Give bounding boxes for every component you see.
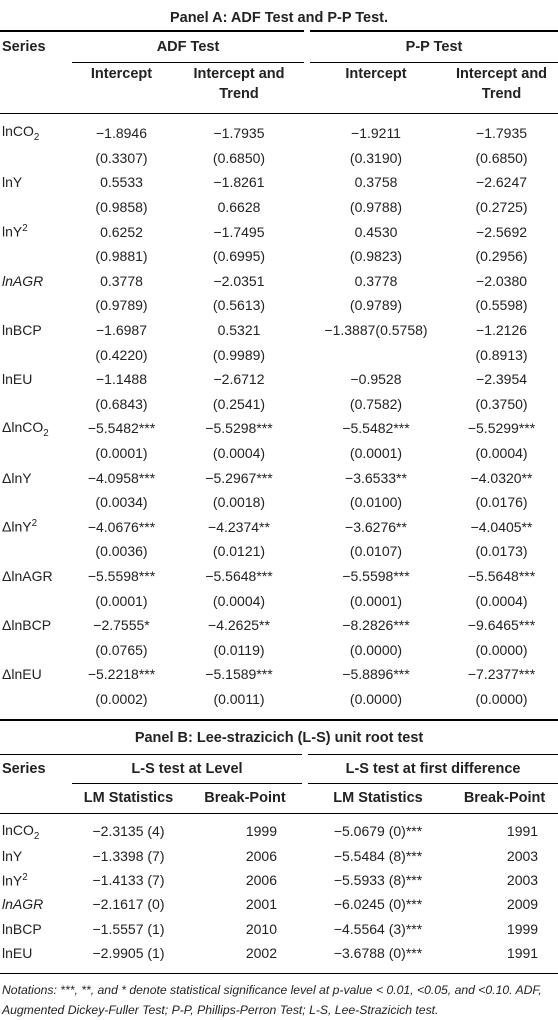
stat-value: 0.4530 bbox=[354, 223, 398, 240]
stat-value: 0.6252 bbox=[100, 223, 143, 240]
stat-value: 2003 bbox=[506, 847, 539, 864]
stat-value: −6.0245 (0)*** bbox=[333, 896, 423, 913]
p-value: (0.0000) bbox=[349, 690, 403, 707]
p-value: (0.7582) bbox=[349, 395, 403, 412]
adf-intercept-trend-header-2: Trend bbox=[171, 86, 307, 113]
table-row bbox=[0, 269, 558, 294]
adf-intercept-trend-header-1: Intercept and bbox=[193, 66, 285, 83]
series-superscript: 2 bbox=[22, 223, 28, 235]
pp-intercept-trend-header-2: Trend bbox=[445, 86, 558, 113]
ls-diff-group-header: L-S test at first difference bbox=[305, 754, 558, 783]
lm-level-header: LM Statistics bbox=[72, 783, 185, 813]
stat-value: −5.2967*** bbox=[205, 469, 273, 486]
p-value: (0.6850) bbox=[212, 149, 266, 166]
p-value: (0.9789) bbox=[349, 297, 403, 314]
p-value: (0.6850) bbox=[475, 149, 528, 166]
panel-a-title: Panel A: ADF Test and P-P Test. bbox=[169, 9, 389, 26]
table-row bbox=[0, 819, 558, 843]
lm-diff-header: LM Statistics bbox=[305, 783, 451, 813]
series-name: lnEU bbox=[2, 944, 33, 961]
table-row-pvalue bbox=[0, 490, 558, 515]
p-value: (0.0000) bbox=[475, 641, 528, 658]
p-value: (0.0011) bbox=[213, 690, 265, 707]
adf-intercept-header: Intercept bbox=[90, 66, 153, 83]
stat-value: 2003 bbox=[506, 871, 539, 888]
adf-group-header: ADF Test bbox=[72, 31, 307, 62]
pp-group-header: P-P Test bbox=[307, 31, 558, 62]
series-subscript: 2 bbox=[43, 427, 49, 439]
stat-value: −1.8946 bbox=[96, 125, 147, 142]
series-name: lnBCP bbox=[2, 920, 42, 937]
p-value: (0.0119) bbox=[213, 641, 265, 658]
series-label bbox=[0, 170, 72, 195]
p-value: (0.0001) bbox=[349, 445, 403, 462]
stat-value: −1.5557 (1) bbox=[92, 920, 165, 937]
stat-value: −1.8261 bbox=[213, 174, 265, 191]
stat-value: −5.5482*** bbox=[342, 420, 410, 437]
stat-value: 2001 bbox=[245, 896, 277, 913]
stat-value: −2.5692 bbox=[476, 223, 528, 240]
panel-b-table bbox=[0, 719, 558, 973]
stat-value: 0.3778 bbox=[354, 272, 398, 289]
series-label bbox=[0, 121, 72, 146]
empty-cell bbox=[0, 342, 72, 367]
series-name: lnY bbox=[2, 224, 23, 240]
series-name: lnBCP bbox=[2, 322, 42, 339]
stat-value: 0.3758 bbox=[354, 174, 398, 191]
empty-cell bbox=[0, 392, 72, 417]
stat-value: 0.3778 bbox=[100, 272, 143, 289]
series-header: Series bbox=[0, 31, 72, 62]
series-name: ΔlnY bbox=[2, 519, 32, 536]
stat-value: −2.1617 (0) bbox=[92, 896, 165, 913]
p-value: (0.0176) bbox=[475, 494, 528, 511]
stat-value: −3.6788 (0)*** bbox=[333, 944, 423, 961]
p-value: (0.4220) bbox=[95, 346, 148, 363]
p-value: (0.9789) bbox=[95, 297, 148, 314]
empty-cell bbox=[0, 637, 72, 662]
p-value: (0.0004) bbox=[475, 592, 528, 609]
stat-value: 2006 bbox=[245, 847, 277, 864]
stat-value: −8.2826*** bbox=[342, 617, 410, 634]
series-name: lnEU bbox=[2, 371, 33, 388]
p-value: (0.0121) bbox=[212, 543, 266, 560]
stat-value: −3.6276** bbox=[345, 518, 407, 535]
p-value: (0.9858) bbox=[95, 199, 148, 216]
series-label bbox=[0, 916, 72, 940]
p-value: (0.0001) bbox=[349, 592, 403, 609]
p-value: (0.0018) bbox=[212, 494, 266, 511]
stat-value: −5.5648*** bbox=[467, 567, 536, 584]
series-label bbox=[0, 941, 72, 965]
series-label bbox=[0, 416, 72, 441]
table-row bbox=[0, 121, 558, 146]
series-name: lnCO bbox=[2, 821, 34, 838]
series-label bbox=[0, 318, 72, 343]
empty-cell bbox=[0, 195, 72, 220]
series-name: lnCO bbox=[2, 123, 34, 140]
series-label bbox=[0, 515, 72, 540]
p-value: (0.5613) bbox=[212, 297, 266, 314]
stat-value: 2009 bbox=[506, 896, 539, 913]
stat-value: −4.0958*** bbox=[87, 469, 156, 486]
stat-value: −5.5598*** bbox=[342, 567, 410, 584]
stat-value: −2.0380 bbox=[476, 272, 528, 289]
stat-value: −4.2374** bbox=[208, 518, 270, 535]
series-header-b: Series bbox=[0, 754, 72, 783]
panel-b-body bbox=[0, 819, 558, 965]
stat-value: 1999 bbox=[506, 920, 539, 937]
series-label bbox=[0, 564, 72, 589]
stat-value: −1.7935 bbox=[476, 125, 528, 142]
stat-value: −1.3398 (7) bbox=[92, 847, 165, 864]
stat-value: −4.0676*** bbox=[87, 518, 156, 535]
series-label bbox=[0, 465, 72, 490]
series-label bbox=[0, 892, 72, 916]
p-value bbox=[307, 342, 445, 367]
stat-value: −2.3954 bbox=[476, 371, 528, 388]
p-value: (0.2725) bbox=[475, 199, 528, 216]
stat-value: −1.1488 bbox=[96, 371, 147, 388]
p-value: (0.5598) bbox=[475, 297, 528, 314]
stat-value: −1.6987 bbox=[96, 322, 147, 339]
p-value: (0.0000) bbox=[475, 690, 528, 707]
panel-a-table bbox=[0, 5, 558, 711]
stat-value: −2.0351 bbox=[213, 272, 265, 289]
table-row bbox=[0, 613, 558, 638]
panel-a-body bbox=[0, 121, 558, 711]
p-value: (0.9989) bbox=[212, 346, 266, 363]
stat-value: −5.8896*** bbox=[342, 666, 410, 683]
stat-value: −7.2377*** bbox=[467, 666, 536, 683]
series-name: lnY bbox=[2, 174, 23, 191]
empty-cell bbox=[0, 490, 72, 515]
table-row bbox=[0, 868, 558, 892]
series-name: ΔlnBCP bbox=[2, 617, 52, 634]
table-row bbox=[0, 564, 558, 589]
ls-level-group-header: L-S test at Level bbox=[72, 754, 305, 783]
series-name: ΔlnAGR bbox=[2, 567, 53, 584]
series-label bbox=[0, 613, 72, 638]
p-value: (0.0001) bbox=[95, 445, 148, 462]
table-row-pvalue bbox=[0, 441, 558, 466]
p-value: (0.0100) bbox=[349, 494, 403, 511]
table-row bbox=[0, 844, 558, 868]
p-value: (0.0034) bbox=[95, 494, 148, 511]
series-label bbox=[0, 844, 72, 868]
table-row-pvalue bbox=[0, 637, 558, 662]
stat-value: −4.2625** bbox=[208, 617, 270, 634]
stat-value: −2.9905 (1) bbox=[92, 944, 165, 961]
table-row-pvalue bbox=[0, 342, 558, 367]
table-row bbox=[0, 662, 558, 687]
table-row bbox=[0, 515, 558, 540]
stat-value: 1991 bbox=[506, 823, 539, 840]
stat-value: 2006 bbox=[245, 871, 277, 888]
stat-value: −2.7555* bbox=[93, 617, 150, 634]
bp-level-header: Break-Point bbox=[185, 783, 305, 813]
table-row bbox=[0, 367, 558, 392]
stat-value: −4.5564 (3)*** bbox=[333, 920, 423, 937]
empty-cell bbox=[0, 244, 72, 269]
p-value: (0.3750) bbox=[475, 395, 528, 412]
stat-value: −9.6465*** bbox=[467, 617, 536, 634]
series-name: ΔlnY bbox=[2, 469, 32, 486]
stat-value: −2.6247 bbox=[476, 174, 528, 191]
p-value: (0.6843) bbox=[95, 395, 148, 412]
table-row bbox=[0, 318, 558, 343]
table-row-pvalue bbox=[0, 244, 558, 269]
p-value: (0.0765) bbox=[95, 641, 148, 658]
stat-value: −3.6533** bbox=[345, 469, 407, 486]
p-value: (0.9823) bbox=[349, 248, 403, 265]
empty-cell bbox=[0, 588, 72, 613]
empty-cell bbox=[0, 687, 72, 712]
stat-value: −1.3887(0.5758) bbox=[324, 322, 428, 339]
series-label bbox=[0, 219, 72, 244]
p-value: 0.6628 bbox=[217, 199, 261, 216]
series-name: lnY bbox=[2, 847, 23, 864]
stat-value: 0.5321 bbox=[217, 322, 261, 339]
p-value: (0.2541) bbox=[212, 395, 266, 412]
series-name: lnAGR bbox=[2, 896, 44, 913]
p-value: (0.3307) bbox=[95, 149, 148, 166]
stat-value: −1.7935 bbox=[213, 125, 265, 142]
table-row bbox=[0, 941, 558, 965]
bp-diff-header: Break-Point bbox=[451, 783, 558, 813]
series-superscript: 2 bbox=[31, 518, 38, 530]
stat-value: −5.5484 (8)*** bbox=[333, 847, 423, 864]
p-value: (0.3190) bbox=[349, 149, 403, 166]
panel-b-title: Panel B: Lee-strazicich (L-S) unit root test bbox=[0, 720, 558, 754]
p-value: (0.0002) bbox=[95, 690, 148, 707]
empty-cell bbox=[0, 293, 72, 318]
series-label bbox=[0, 269, 72, 294]
p-value: (0.9881) bbox=[95, 248, 148, 265]
table-row bbox=[0, 170, 558, 195]
p-value: (0.0036) bbox=[95, 543, 148, 560]
stat-value: −5.5648*** bbox=[205, 567, 273, 584]
p-value: (0.8913) bbox=[475, 346, 528, 363]
p-value: (0.0004) bbox=[212, 592, 266, 609]
p-value: (0.0004) bbox=[475, 445, 528, 462]
p-value: (0.2956) bbox=[475, 248, 528, 265]
stat-value: 2002 bbox=[245, 944, 277, 961]
stat-value: −5.5933 (8)*** bbox=[333, 871, 423, 888]
stat-value: −5.5299*** bbox=[467, 420, 536, 437]
stat-value: −5.5298*** bbox=[205, 420, 273, 437]
stat-value: 1991 bbox=[506, 944, 539, 961]
pp-intercept-trend-header-1: Intercept and bbox=[455, 66, 548, 83]
series-name: lnAGR bbox=[2, 272, 44, 289]
p-value: (0.0107) bbox=[349, 543, 403, 560]
empty-cell bbox=[0, 441, 72, 466]
series-subscript: 2 bbox=[33, 830, 40, 842]
stat-value: −0.9528 bbox=[350, 371, 402, 388]
table-row-pvalue bbox=[0, 588, 558, 613]
stat-value: 1999 bbox=[245, 823, 277, 840]
series-label bbox=[0, 662, 72, 687]
stat-value: −5.0679 (0)*** bbox=[333, 823, 423, 840]
stat-value: −1.9211 bbox=[351, 125, 401, 142]
table-row-pvalue bbox=[0, 539, 558, 564]
stat-value: −4.0405** bbox=[470, 518, 533, 535]
table-row-pvalue bbox=[0, 293, 558, 318]
p-value: (0.0004) bbox=[212, 445, 266, 462]
table-row-pvalue bbox=[0, 195, 558, 220]
table-row bbox=[0, 465, 558, 490]
table-notes: Notations: ***, **, and * denote statistical significance level at p-value < 0.01, <0.05, and <0.10. ADF, Augmented Dickey-Fuller Test; P-P, Phillips-Perron Test; L-S, Lee-Strazicich test. bbox=[2, 982, 542, 1017]
stat-value: −5.1589*** bbox=[205, 666, 273, 683]
table-row bbox=[0, 916, 558, 940]
stat-value: −4.0320** bbox=[470, 469, 533, 486]
empty-cell bbox=[0, 539, 72, 564]
pp-intercept-header: Intercept bbox=[345, 66, 407, 83]
series-name: ΔlnEU bbox=[2, 666, 42, 683]
stat-value: −5.5598*** bbox=[87, 567, 156, 584]
stat-value: −1.7495 bbox=[213, 223, 265, 240]
stat-value: −1.2126 bbox=[476, 322, 528, 339]
series-subscript: 2 bbox=[33, 132, 40, 144]
p-value: (0.6995) bbox=[212, 248, 266, 265]
document-page bbox=[0, 5, 558, 1017]
stat-value: −1.4133 (7) bbox=[92, 871, 165, 888]
stat-value: 2010 bbox=[245, 920, 277, 937]
table-row bbox=[0, 892, 558, 916]
table-row-pvalue bbox=[0, 146, 558, 171]
table-row-pvalue bbox=[0, 687, 558, 712]
series-label bbox=[0, 868, 72, 892]
table-row bbox=[0, 219, 558, 244]
p-value: (0.0000) bbox=[349, 641, 403, 658]
p-value: (0.9788) bbox=[349, 199, 403, 216]
p-value: (0.0173) bbox=[475, 543, 528, 560]
p-value: (0.0001) bbox=[95, 592, 148, 609]
table-row-pvalue bbox=[0, 392, 558, 417]
series-superscript: 2 bbox=[22, 871, 28, 883]
stat-value: 0.5533 bbox=[100, 174, 143, 191]
series-name: lnY bbox=[2, 872, 23, 889]
stat-value: −5.2218*** bbox=[87, 666, 156, 683]
stat-value: −2.3135 (4) bbox=[92, 823, 165, 840]
series-name: ΔlnCO bbox=[2, 418, 44, 435]
table-row bbox=[0, 416, 558, 441]
series-label bbox=[0, 819, 72, 843]
stat-value: −5.5482*** bbox=[87, 420, 156, 437]
stat-value: −2.6712 bbox=[213, 371, 265, 388]
empty-cell bbox=[0, 146, 72, 171]
series-label bbox=[0, 367, 72, 392]
